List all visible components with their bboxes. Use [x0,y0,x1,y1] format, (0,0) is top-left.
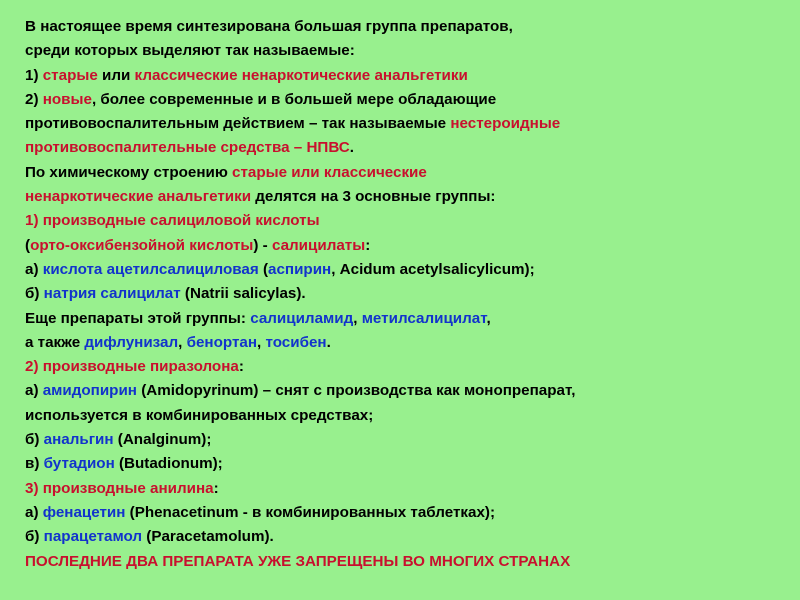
highlight-red-text: ПОСЛЕДНИЕ ДВА ПРЕПАРАТА УЖЕ ЗАПРЕЩЕНЫ ВО МНОГИХ СТРАНАХ [25,552,571,570]
text-line [25,379,790,403]
text-line [25,404,790,428]
text-line [25,15,790,39]
highlight-red-text: 1) производные салициловой кислоты [25,212,320,230]
plain-text: а) [25,260,43,278]
drug-name-text: фенацетин [42,503,126,521]
text-line [25,64,790,88]
text-line [25,282,790,306]
plain-text: б) [25,528,44,546]
drug-name-text: тосибен [265,333,327,351]
plain-text: (Phenacetinum - в комбинированных таблетках); [125,503,496,521]
highlight-red-text: новые [42,90,92,108]
plain-text: а также [25,333,85,351]
plain-text: ( [258,260,269,278]
drug-name-text: аспирин [268,260,332,278]
plain-text: противовоспалительным действием – так называемые [25,115,451,133]
text-line [25,550,790,574]
plain-text: ) - [253,236,272,254]
plain-text: , [178,333,187,351]
text-line [25,234,790,258]
text-line [25,355,790,379]
plain-text: в) [25,455,44,473]
plain-text: б) [25,431,44,449]
plain-text: По химическому строению [25,163,233,181]
plain-text: (Analginum); [113,431,212,449]
plain-text: , [257,333,266,351]
plain-text: а) [25,382,43,400]
plain-text: , Acidum acetylsalicylicum); [331,260,535,278]
text-line [25,452,790,476]
plain-text: ( [25,236,31,254]
highlight-red-text: 3) производные анилина [25,479,214,497]
drug-name-text: парацетамол [43,528,143,546]
plain-text: (Natrii salicylas). [180,285,306,303]
plain-text: среди которых выделяют так называемые: [25,42,355,60]
drug-name-text: амидопирин [42,382,137,400]
plain-text: б) [25,285,44,303]
drug-name-text: дифлунизал [84,333,179,351]
plain-text: 2) [25,90,43,108]
highlight-red-text: салицилаты [271,236,366,254]
highlight-red-text: нестероидные [450,115,561,133]
text-line [25,428,790,452]
highlight-red-text: орто-оксибензойной кислоты [30,236,254,254]
drug-name-text: анальгин [43,431,114,449]
plain-text: 1) [25,66,43,84]
plain-text: Еще препараты этой группы: [25,309,251,327]
plain-text: : [238,358,244,376]
text-line [25,88,790,112]
text-line [25,209,790,233]
plain-text: (Paracetamolum). [142,528,274,546]
text-line [25,501,790,525]
plain-text: . [326,333,331,351]
drug-name-text: бенортан [186,333,258,351]
drug-name-text: кислота ацетилсалициловая [42,260,259,278]
drug-name-text: бутадион [43,455,115,473]
drug-name-text: натрия салицилат [43,285,181,303]
plain-text: , [486,309,491,327]
text-line [25,161,790,185]
text-line [25,331,790,355]
text-line [25,477,790,501]
plain-text: . [349,139,354,157]
plain-text: а) [25,503,43,521]
plain-text: В настоящее время синтезирована большая группа препаратов, [25,18,513,35]
plain-text: или [97,66,135,84]
text-line [25,39,790,63]
plain-text: используется в комбинированных средствах; [25,406,374,424]
highlight-red-text: классические ненаркотические анальгетики [134,66,468,84]
highlight-red-text: старые или классические [232,163,427,181]
text-line [25,185,790,209]
highlight-red-text: старые [42,66,98,84]
text-line [25,112,790,136]
highlight-red-text: противовоспалительные средства – НПВС [25,139,350,157]
highlight-red-text: 2) производные пиразолона [25,358,239,376]
plain-text: , [353,309,362,327]
slide-text-body [25,15,790,574]
plain-text: делятся на 3 основные группы: [251,188,496,206]
drug-name-text: салициламид [250,309,354,327]
plain-text: (Butadionum); [114,455,223,473]
plain-text: : [365,236,371,254]
text-line [25,525,790,549]
plain-text: (Amidopyrinum) – снят с производства как монопрепарат, [136,382,576,400]
text-line [25,307,790,331]
plain-text: : [213,479,219,497]
drug-name-text: метилсалицилат [361,309,487,327]
text-line [25,136,790,160]
plain-text: , более современные и в большей мере обладающие [91,90,497,108]
highlight-red-text: ненаркотические анальгетики [25,188,252,206]
text-line [25,258,790,282]
